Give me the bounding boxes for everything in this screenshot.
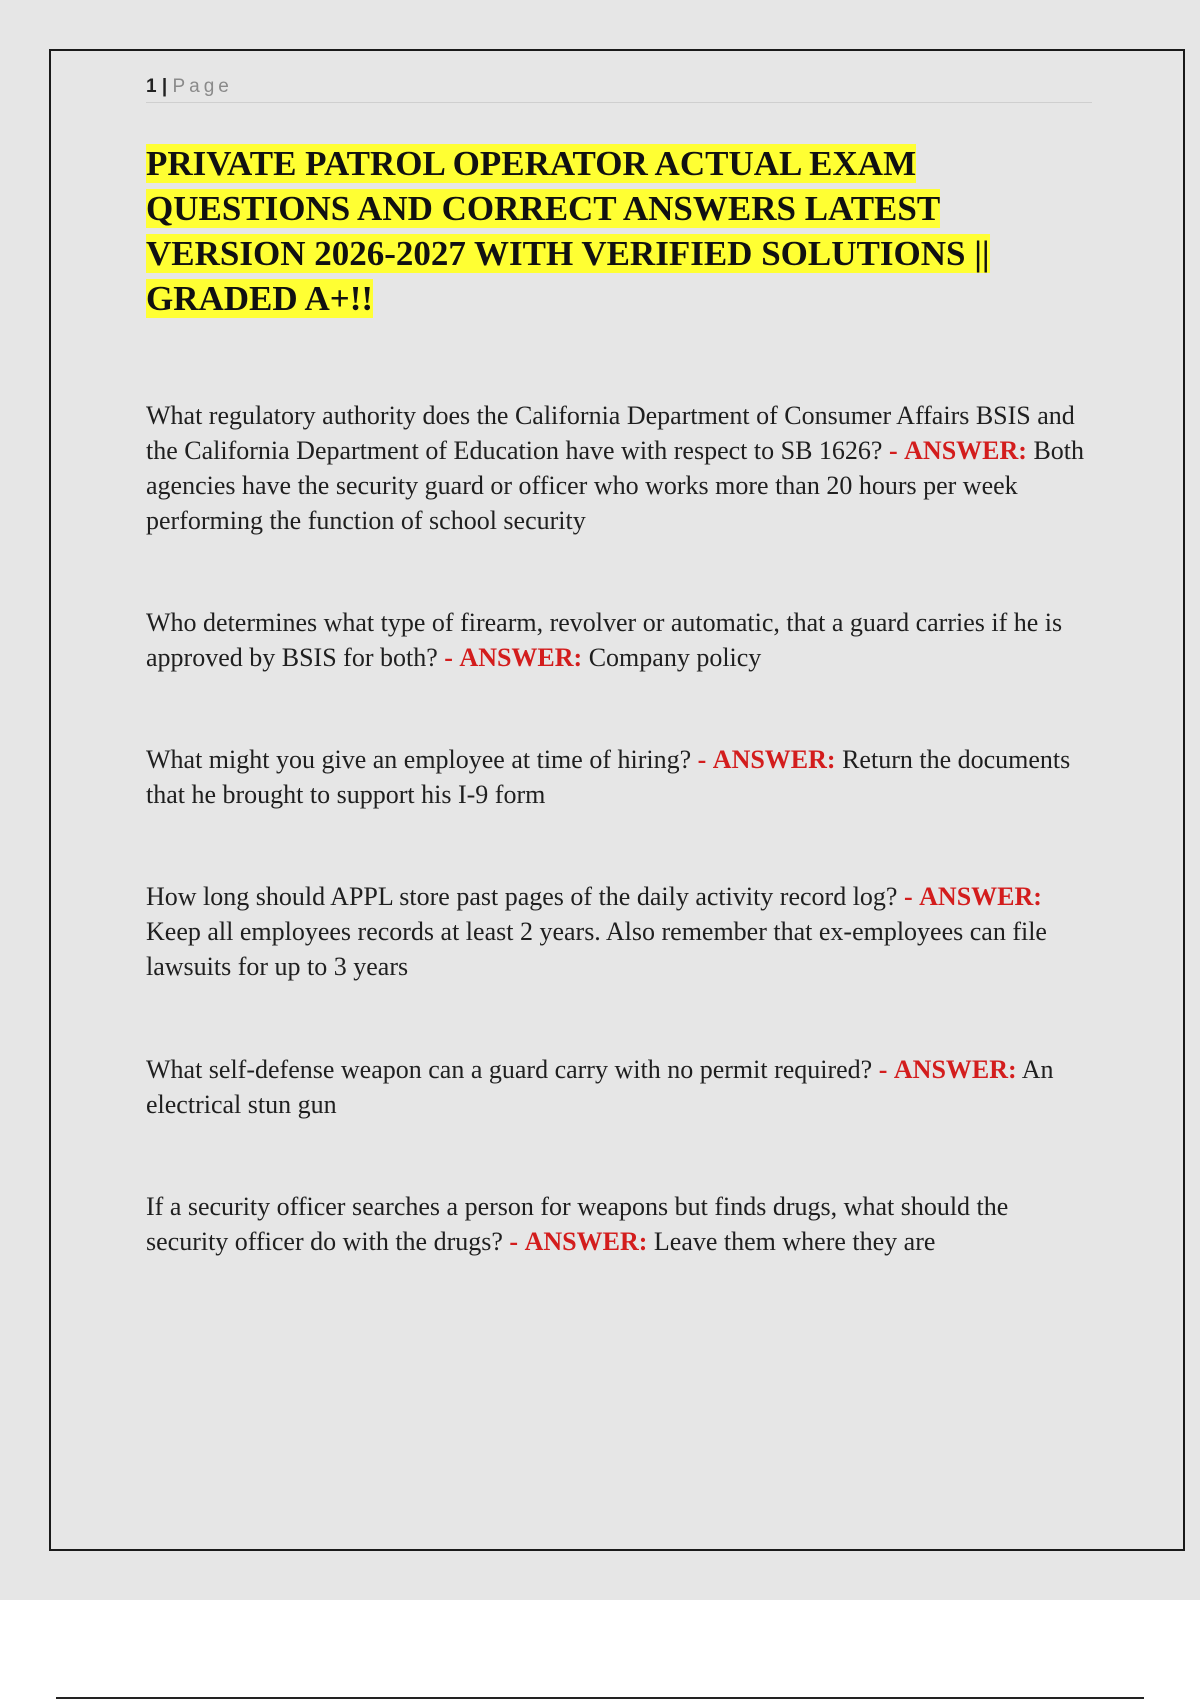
page-header xyxy=(146,74,1092,103)
answer-label: ANSWER: xyxy=(904,436,1027,465)
answer-text: An electrical stun gun xyxy=(146,1055,1054,1119)
document-title xyxy=(146,141,1086,321)
page-header-separator: | xyxy=(161,76,168,97)
answer-separator: - xyxy=(903,882,913,911)
page-number: 1 xyxy=(146,76,157,97)
answer-separator: - xyxy=(697,745,707,774)
answer-separator: - xyxy=(888,436,898,465)
page-word: Page xyxy=(172,76,233,97)
qa-item xyxy=(146,1052,1086,1122)
answer-text: Keep all employees records at least 2 years. Also remember that ex-employees can file lawsuits for up to 3 years xyxy=(146,917,1047,981)
qa-item xyxy=(146,742,1086,812)
answer-text: Both agencies have the security guard or officer who works more than 20 hours per week performing the function of school security xyxy=(146,436,1085,535)
answer-label: ANSWER: xyxy=(893,1055,1017,1084)
question-text: What might you give an employee at time of hiring? xyxy=(146,745,692,774)
answer-label: ANSWER: xyxy=(459,643,583,672)
qa-item xyxy=(146,879,1086,984)
question-text: Who determines what type of firearm, revolver or automatic, that a guard carries if he is approved by BSIS for both? xyxy=(146,608,1063,672)
qa-item xyxy=(146,398,1086,538)
answer-text: Leave them where they are xyxy=(653,1227,936,1256)
question-text: What regulatory authority does the California Department of Consumer Affairs BSIS and the California Department of Education have with respect to SB 1626? xyxy=(146,401,1075,465)
answer-label: ANSWER: xyxy=(919,882,1042,911)
next-page-divider xyxy=(56,1697,1144,1699)
document-title-text: PRIVATE PATROL OPERATOR ACTUAL EXAM QUESTIONS AND CORRECT ANSWERS LATEST VERSION 2026-2027 WITH VERIFIED SOLUTIONS || GRADED A+!! xyxy=(146,144,990,318)
question-text: If a security officer searches a person for weapons but finds drugs, what should the security officer do with the drugs? xyxy=(146,1192,1009,1256)
answer-label: ANSWER: xyxy=(524,1227,648,1256)
question-text: How long should APPL store past pages of the daily activity record log? xyxy=(146,882,898,911)
qa-item xyxy=(146,1189,1086,1259)
answer-text: Company policy xyxy=(588,643,762,672)
answer-text: Return the documents that he brought to support his I-9 form xyxy=(146,745,1071,809)
answer-separator: - xyxy=(509,1227,519,1256)
qa-item xyxy=(146,605,1086,675)
qa-list xyxy=(146,398,1086,1259)
question-text: What self-defense weapon can a guard carry with no permit required? xyxy=(146,1055,873,1084)
answer-separator: - xyxy=(878,1055,888,1084)
answer-separator: - xyxy=(444,643,453,672)
answer-label: ANSWER: xyxy=(712,745,836,774)
